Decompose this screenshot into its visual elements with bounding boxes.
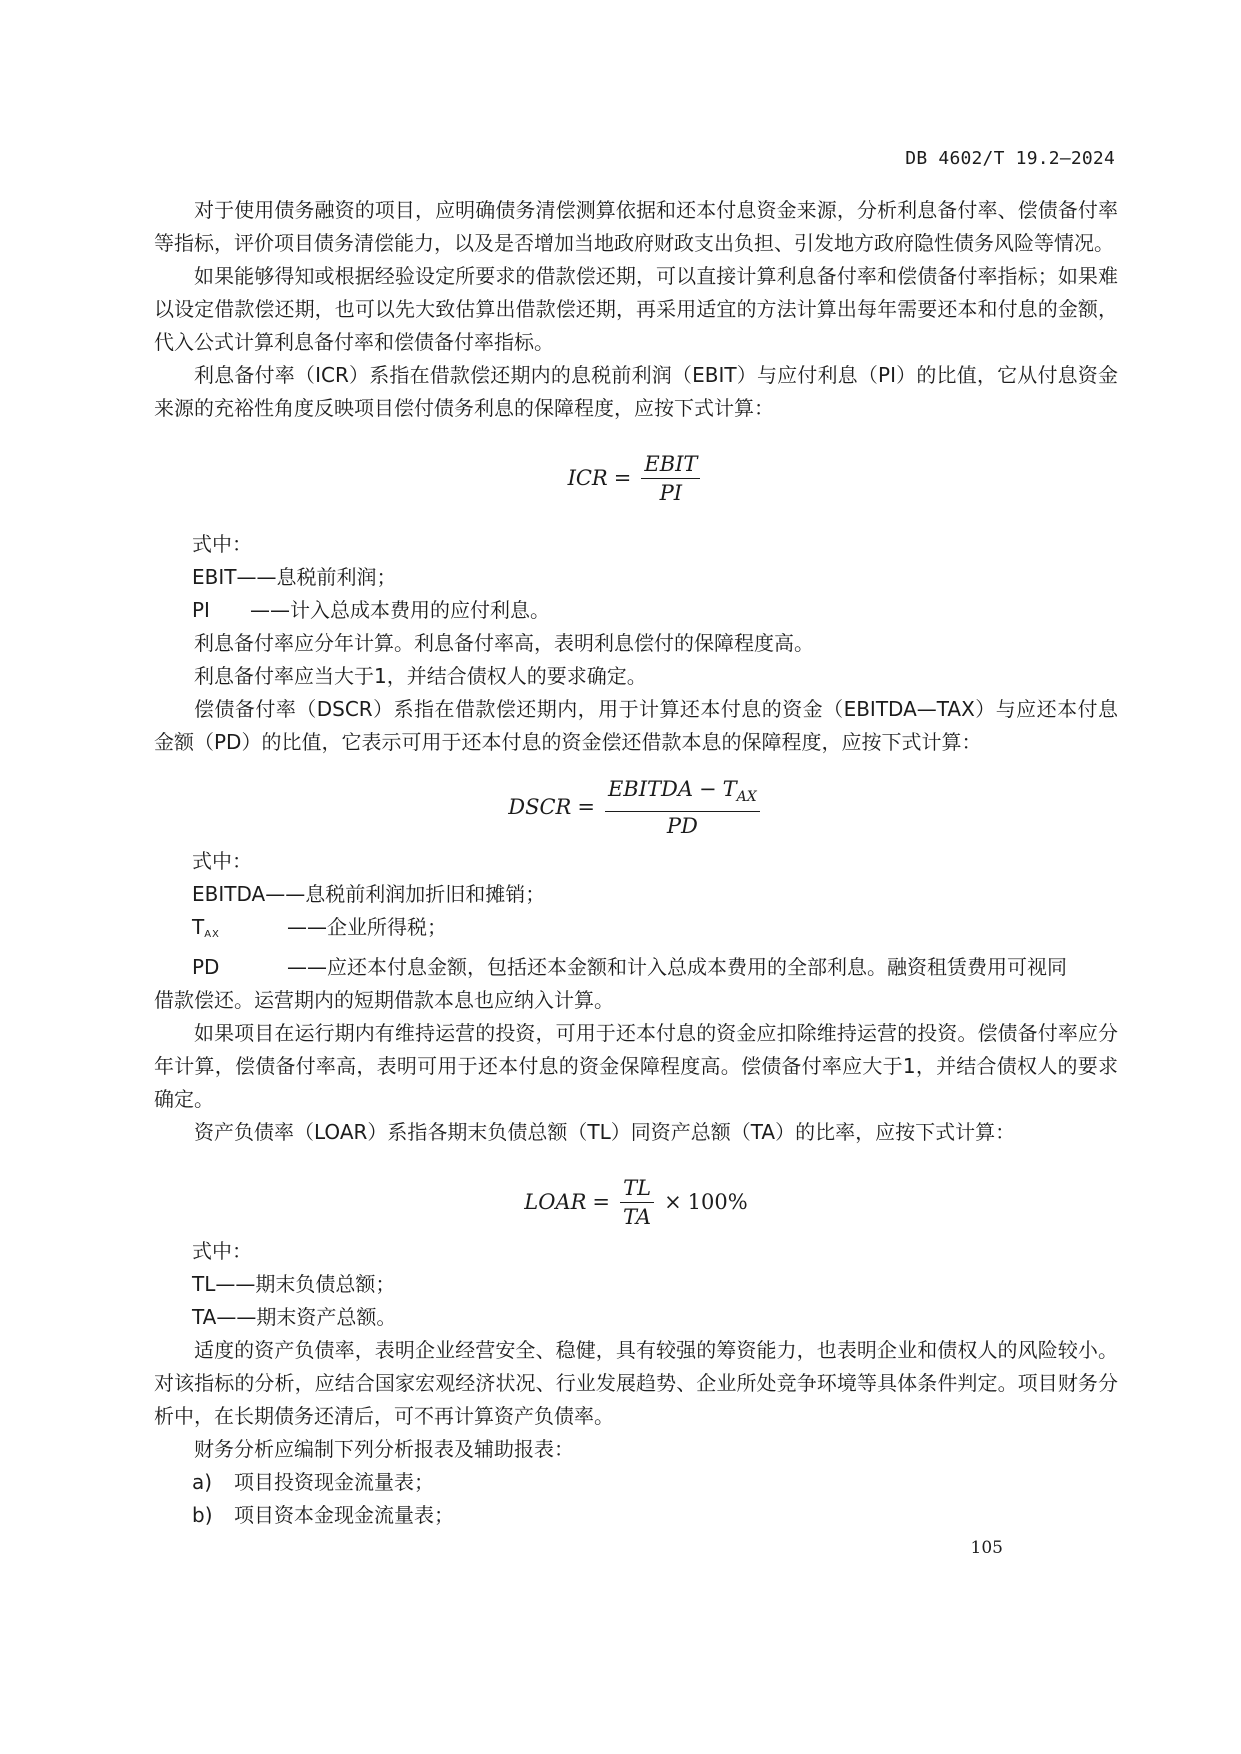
formula-dscr-tax: T [722, 777, 737, 801]
formula-dscr-denominator: PD [666, 814, 698, 838]
formula-icr-numerator: EBIT [641, 452, 700, 479]
term-ebitda: EBITDA [192, 882, 266, 906]
paragraph-dscr-definition: 偿债备付率（DSCR）系指在借款偿还期内，用于计算还本付息的资金（EBITDA—TAX）与应还本付息金额（PD）的比值，它表示可用于还本付息的资金偿还借款本息的保障程度，应按下式计算： [154, 697, 1118, 754]
term-pi: PI [192, 598, 210, 622]
page-body [154, 194, 1118, 1532]
where-label-loar: 式中： [192, 1239, 252, 1263]
paragraph-report-list-intro: 财务分析应编制下列分析报表及辅助报表： [194, 1437, 574, 1461]
list-item-a [154, 1466, 1118, 1499]
formula-icr-denominator: PI [659, 481, 683, 505]
definition-pd [154, 951, 1118, 984]
paragraph-debt-repayment: 对于使用债务融资的项目，应明确债务清偿测算依据和还本付息资金来源，分析利息备付率、偿债备付率等指标，评价项目债务清偿能力，以及是否增加当地政府财政支出负担、引发地方政府隐性债务风险等情况。 [154, 198, 1118, 255]
formula-loar-times: × [664, 1190, 682, 1214]
formula-loar-denominator: TA [623, 1205, 652, 1229]
formula-dscr-tax-subscript: AX [736, 789, 757, 805]
formula-icr-fraction [641, 452, 700, 505]
formula-icr-lhs: ICR [567, 466, 608, 490]
formula-loar-numerator: TL [620, 1176, 654, 1203]
formula-loar-percent: 100% [687, 1190, 748, 1214]
term-tax [192, 911, 287, 951]
formula-dscr-numerator [605, 777, 760, 812]
paragraph-dscr-notes: 如果项目在运行期内有维持运营的投资，可用于还本付息的资金应扣除维持运营的投资。偿债备付率应分年计算，偿债备付率高，表明可用于还本付息的资金保障程度高。偿债备付率应大于1，并结合债权人的要求确定。 [154, 1021, 1118, 1111]
definition-tl: TL——期末负债总额； [192, 1272, 396, 1296]
paragraph-loar-definition: 资产负债率（LOAR）系指各期末负债总额（TL）同资产总额（TA）的比率，应按下式计算： [194, 1120, 1016, 1144]
note-icr-threshold: 利息备付率应当大于1，并结合债权人的要求确定。 [194, 664, 647, 688]
definition-tax [154, 911, 1118, 951]
formula-dscr-ebitda: EBITDA [607, 777, 694, 801]
where-label-icr: 式中： [192, 532, 252, 556]
definition-ta: TA——期末资产总额。 [192, 1305, 397, 1329]
list-text-b: 项目资本金现金流量表； [234, 1503, 454, 1527]
definition-pi [154, 594, 1118, 627]
term-tax-letter: T [192, 915, 205, 939]
formula-dscr-lhs: DSCR [508, 795, 572, 819]
definition-ebitda [154, 878, 1118, 911]
list-marker-b: b) [192, 1503, 213, 1527]
term-tax-subscript: AX [204, 929, 220, 940]
def-tax: ——企业所得税； [287, 915, 447, 939]
def-ebit: ——息税前利润； [236, 565, 397, 589]
formula-dscr-fraction [605, 777, 760, 838]
formula-loar-fraction [620, 1176, 654, 1229]
def-pd: ——应还本付息金额，包括还本金额和计入总成本费用的全部利息。融资租赁费用可视同 [287, 955, 1067, 979]
formula-loar [154, 1176, 1118, 1229]
formula-icr [154, 452, 1118, 505]
paragraph-repayment-period: 如果能够得知或根据经验设定所要求的借款偿还期，可以直接计算利息备付率和偿债备付率指标；如果难以设定借款偿还期，也可以先大致估算出借款偿还期，再采用适宜的方法计算出每年需要还本和付息的金额，代入公式计算利息备付率和偿债备付率指标。 [154, 264, 1118, 354]
def-pi: ——计入总成本费用的应付利息。 [250, 598, 550, 622]
formula-icr-equals: = [613, 466, 632, 490]
formula-dscr-minus: − [699, 777, 717, 801]
def-ebitda: ——息税前利润加折旧和摊销； [265, 882, 546, 906]
document-code-header: DB 4602/T 19.2—2024 [905, 148, 1115, 169]
list-marker-a: a) [192, 1470, 213, 1494]
where-label-dscr: 式中： [192, 849, 252, 873]
formula-dscr [154, 777, 1118, 838]
formula-loar-lhs: LOAR [524, 1190, 587, 1214]
note-icr-annual: 利息备付率应分年计算。利息备付率高，表明利息偿付的保障程度高。 [194, 631, 814, 655]
definition-pd-continued: 借款偿还。运营期内的短期借款本息也应纳入计算。 [154, 988, 614, 1012]
term-ebit: EBIT [192, 565, 237, 589]
page-number: 105 [970, 1538, 1003, 1558]
paragraph-icr-definition: 利息备付率（ICR）系指在借款偿还期内的息税前利润（EBIT）与应付利息（PI）的比值，它从付息资金来源的充裕性角度反映项目偿付债务利息的保障程度，应按下式计算： [154, 363, 1118, 420]
list-item-b [154, 1499, 1118, 1532]
list-text-a: 项目投资现金流量表； [234, 1470, 434, 1494]
paragraph-loar-analysis: 适度的资产负债率，表明企业经营安全、稳健，具有较强的筹资能力，也表明企业和债权人的风险较小。对该指标的分析，应结合国家宏观经济状况、行业发展趋势、企业所处竞争环境等具体条件判定。项目财务分析中，在长期债务还清后，可不再计算资产负债率。 [154, 1338, 1118, 1428]
formula-loar-equals: = [592, 1190, 611, 1214]
definition-ebit [154, 561, 1118, 594]
term-pd: PD [192, 955, 220, 979]
formula-dscr-equals: = [577, 795, 595, 819]
